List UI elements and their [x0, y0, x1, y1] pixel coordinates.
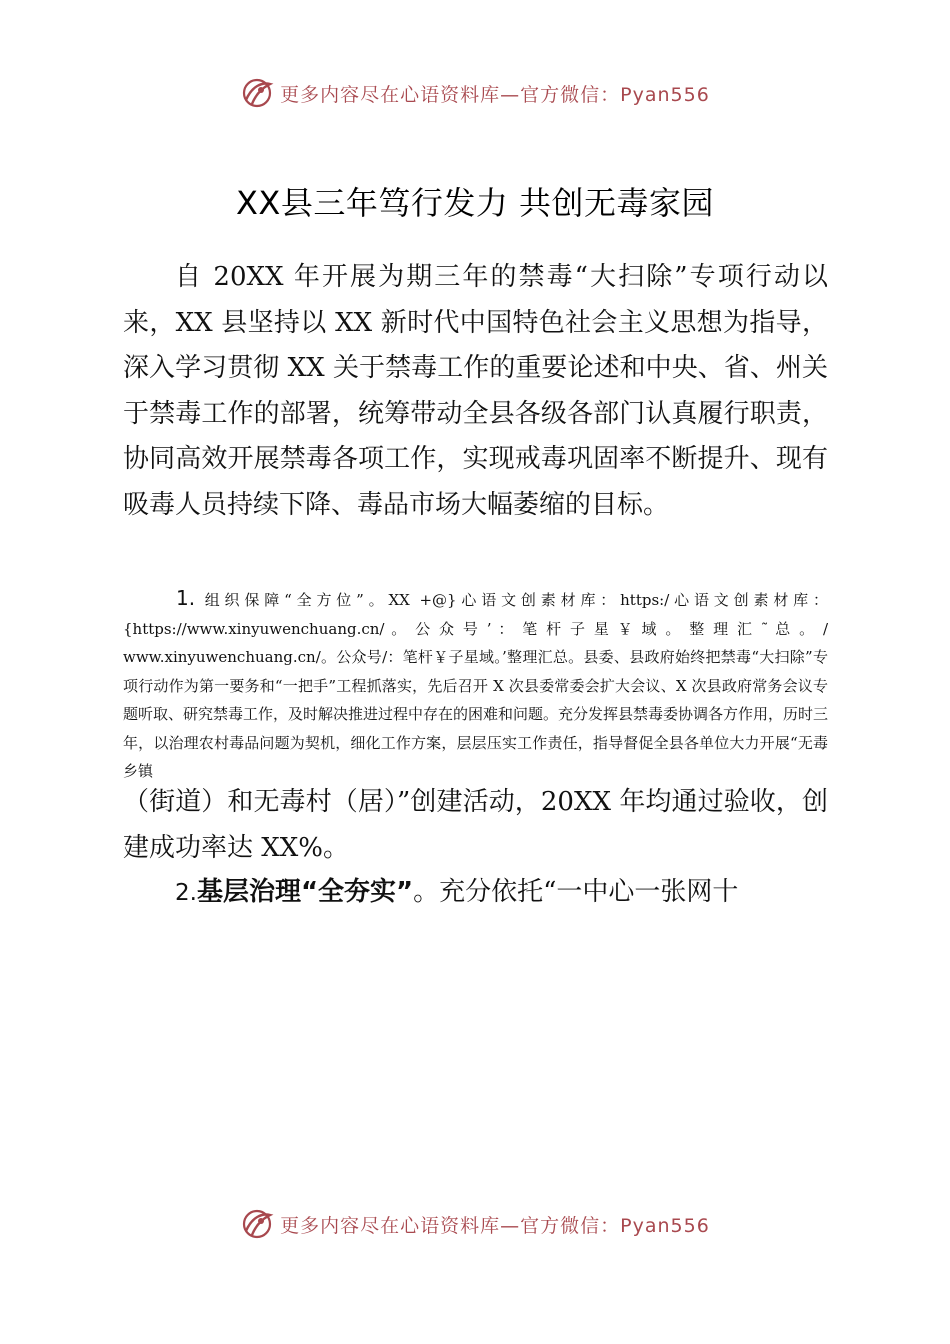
- section-1-number: 1.: [176, 586, 196, 610]
- watermark-text: 更多内容尽在心语资料库—官方微信：Pyan556: [280, 1214, 710, 1237]
- section-1-paragraph: [123, 584, 828, 786]
- section-1-continuation: （街道）和无毒村（居）”创建活动，20XX 年均通过验收，创建成功率达 XX%。: [123, 787, 828, 863]
- watermark-logo-icon: [240, 76, 274, 110]
- section-2-paragraph: [123, 870, 828, 917]
- section-1-text: 组织保障“全方位”。XX +@}心语文创素材库：https:/心语文创素材库：{https://www.xinyuwenchuang.cn/ 。 公 众 号 ’ ： 笔 杆 子 星 ￥ 域 。 整 理 汇 ˜ 总 。 / www.xinyuwenchuang.cn/。公众号/：笔杆￥子星域。’整理汇总。县委、县政府始终把禁毒“大扫除”专项行动作为第一要务和“一把手”工程抓落实，先后召开 X 次县委常委会扩大会议、X 次县政府常务会议专题听取、研究禁毒工作，及时解决推进过程中存在的困难和问题。充分发挥县禁毒委协调各方作用，历时三年，以治理农村毒品问题为契机，细化工作方案，层层压实工作责任，指导督促全县各单位大力开展“无毒乡镇: [123, 591, 829, 780]
- section-2-number: 2.: [175, 880, 197, 906]
- watermark-text: 更多内容尽在心语资料库—官方微信：Pyan556: [280, 83, 710, 106]
- document-title: XX县三年笃行发力 共创无毒家园: [235, 184, 715, 222]
- watermark-banner-top: [0, 71, 950, 115]
- watermark-logo-icon: [240, 1207, 274, 1241]
- watermark-banner-bottom: [0, 1202, 950, 1246]
- section-2-text: 。充分依托“一中心一张网十: [413, 877, 739, 907]
- intro-paragraph: 自 20XX 年开展为期三年的禁毒“大扫除”专项行动以来，XX 县坚持以 XX 新时代中国特色社会主义思想为指导，深入学习贯彻 XX 关于禁毒工作的重要论述和中央、省、州关于禁毒工作的部署，统筹带动全县各级各部门认真履行职责，协同高效开展禁毒各项工作，实现戒毒巩固率不断提升、现有吸毒人员持续下降、毒品市场大幅萎缩的目标。: [123, 262, 828, 520]
- section-2-heading: 基层治理“全夯实”: [196, 877, 414, 907]
